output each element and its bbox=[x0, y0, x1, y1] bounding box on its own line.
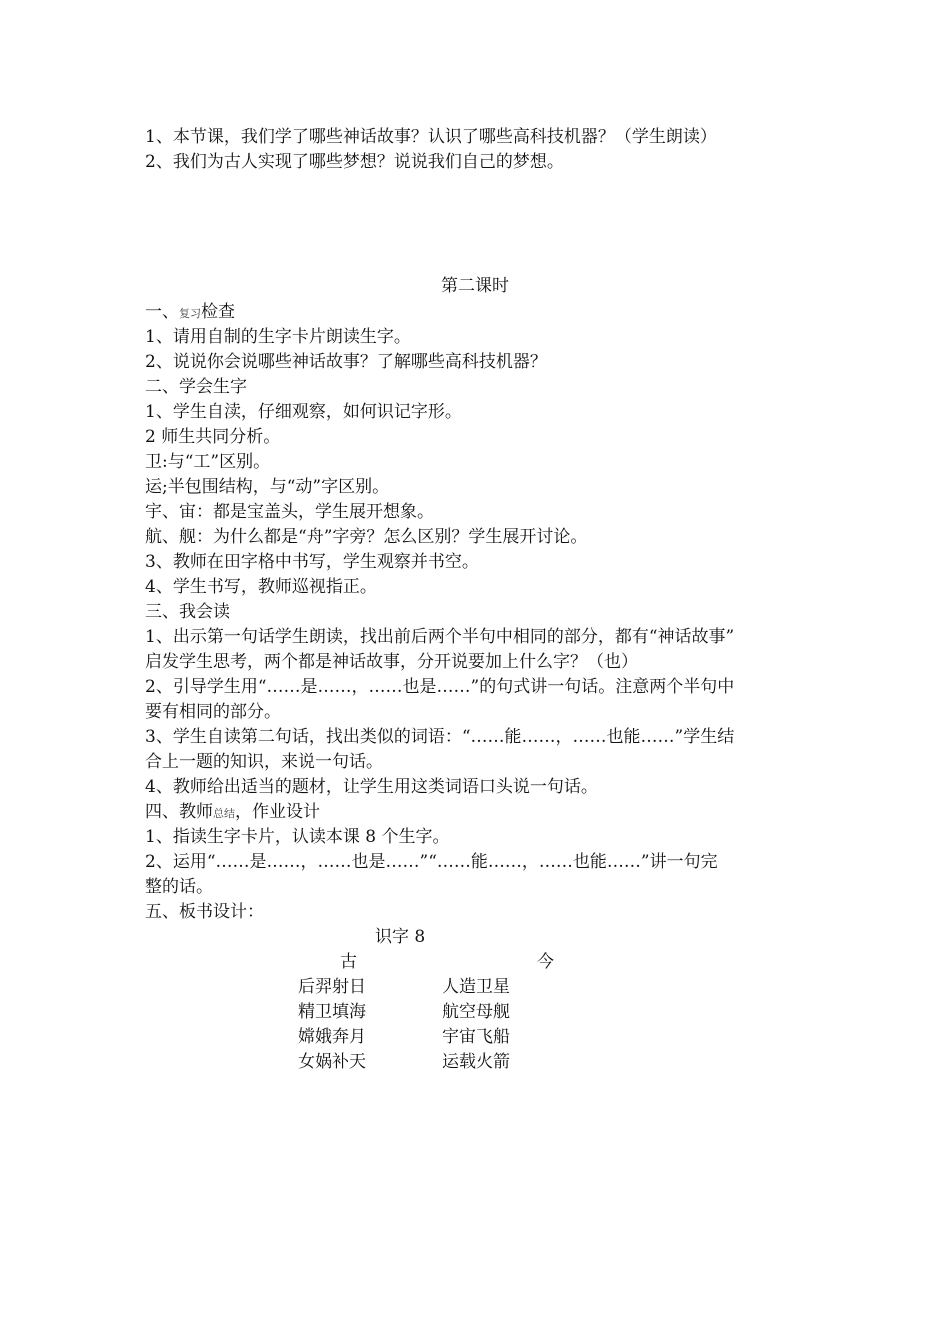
section-2-item: 航、舰：为什么都是“舟”字旁？怎么区别？学生展开讨论。 bbox=[145, 527, 588, 547]
section-3-heading: 三、我会读 bbox=[145, 602, 230, 622]
section-2-item: 运;半包围结构，与“动”字区别。 bbox=[145, 477, 390, 497]
board-col-ancient: 古 bbox=[340, 952, 357, 972]
section-2-heading: 二、学会生字 bbox=[145, 377, 247, 397]
section-3-item: 3、学生自读第二句话，找出类似的词语：“……能……，……也能……”学生结 bbox=[145, 727, 735, 747]
section-1-heading bbox=[145, 300, 235, 326]
section-2-item: 4、学生书写，教师巡视指正。 bbox=[145, 577, 377, 597]
section-4-prefix: 四、教师 bbox=[145, 802, 213, 822]
board-ancient-item: 女娲补天 bbox=[298, 1052, 366, 1072]
board-modern-item: 宇宙飞船 bbox=[442, 1027, 510, 1047]
section-2-item: 卫:与“工”区别。 bbox=[145, 452, 271, 472]
board-col-modern: 今 bbox=[537, 952, 554, 972]
section-3-item: 要有相同的部分。 bbox=[145, 702, 281, 722]
board-modern-item: 运载火箭 bbox=[442, 1052, 510, 1072]
section-1-prefix: 一、 bbox=[145, 302, 179, 322]
board-ancient-item: 后羿射日 bbox=[298, 977, 366, 997]
section-1-small: 复习 bbox=[179, 307, 201, 320]
board-modern-item: 航空母舰 bbox=[442, 1002, 510, 1022]
board-ancient-item: 嫦娥奔月 bbox=[298, 1027, 366, 1047]
section-1-item: 2、说说你会说哪些神话故事？了解哪些高科技机器？ bbox=[145, 352, 547, 372]
section-4-item: 整的话。 bbox=[145, 877, 213, 897]
board-title: 识字 8 bbox=[375, 927, 426, 947]
board-ancient-item: 精卫填海 bbox=[298, 1002, 366, 1022]
section-2-item: 2 师生共同分析。 bbox=[145, 427, 281, 447]
section-3-item: 4、教师给出适当的题材，让学生用这类词语口头说一句话。 bbox=[145, 777, 598, 797]
section-1-suffix: 检查 bbox=[201, 302, 235, 322]
board-modern-item: 人造卫星 bbox=[442, 977, 510, 997]
section-3-item: 启发学生思考，两个都是神话故事，分开说要加上什么字？（也） bbox=[145, 652, 638, 672]
section-2-item: 1、学生自渎，仔细观察，如何识记字形。 bbox=[145, 402, 462, 422]
lesson-title: 第二课时 bbox=[441, 276, 509, 296]
section-4-item: 1、指读生字卡片，认读本课 8 个生字。 bbox=[145, 827, 450, 847]
section-4-item: 2、运用“……是……，……也是……”“……能……，……也能……”讲一句完 bbox=[145, 852, 718, 872]
section-3-item: 合上一题的知识，来说一句话。 bbox=[145, 752, 383, 772]
summary-line-1: 1、本节课，我们学了哪些神话故事？认识了哪些高科技机器？（学生朗读） bbox=[145, 127, 717, 147]
section-4-heading bbox=[145, 800, 320, 826]
section-4-small: 总结 bbox=[213, 807, 235, 820]
section-5-heading: 五、板书设计： bbox=[145, 902, 264, 922]
section-2-item: 宇、宙：都是宝盖头，学生展开想象。 bbox=[145, 502, 434, 522]
summary-line-2: 2、我们为古人实现了哪些梦想？说说我们自己的梦想。 bbox=[145, 152, 564, 172]
section-3-item: 2、引导学生用“……是……，……也是……”的句式讲一句话。注意两个半句中 bbox=[145, 677, 735, 697]
section-1-item: 1、请用自制的生字卡片朗读生字。 bbox=[145, 327, 411, 347]
section-4-suffix: ，作业设计 bbox=[235, 802, 320, 822]
section-3-item: 1、出示第一句话学生朗读，找出前后两个半句中相同的部分，都有“神话故事” bbox=[145, 627, 735, 647]
section-2-item: 3、教师在田字格中书写，学生观察并书空。 bbox=[145, 552, 479, 572]
